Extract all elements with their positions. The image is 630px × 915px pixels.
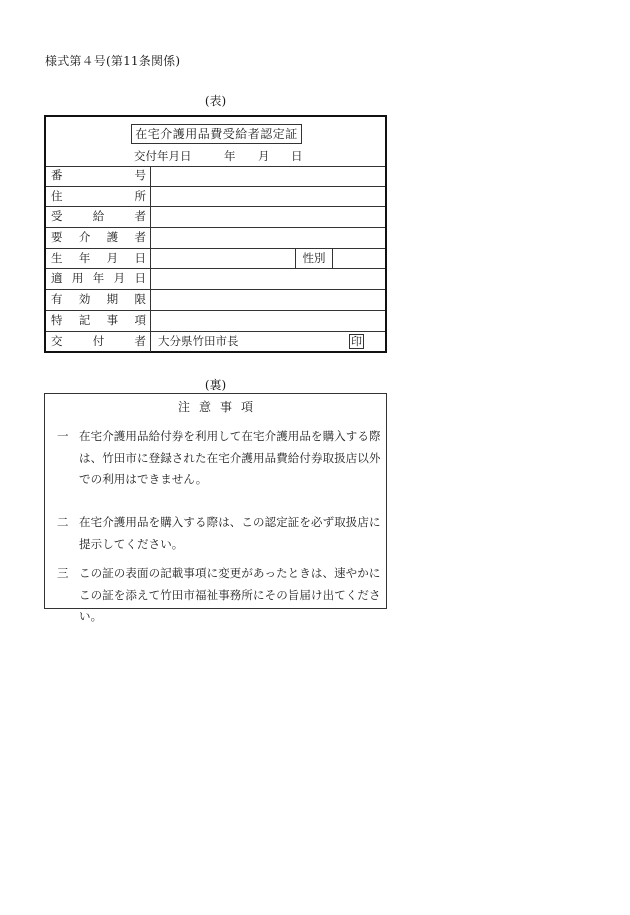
field-value-issuer: 大分県竹田市長 — [158, 333, 239, 348]
field-label-number: 番 号 — [46, 166, 151, 186]
field-row-number — [46, 166, 385, 187]
gender-label: 性別 — [295, 249, 333, 269]
field-row-effective-date — [46, 269, 385, 290]
notice-item — [57, 512, 382, 555]
notice-number: 一 — [57, 429, 69, 443]
notice-item — [57, 426, 382, 491]
notice-number: 二 — [57, 515, 69, 529]
field-row-remarks — [46, 311, 385, 332]
notice-text: 在宅介護用品給付券を利用して在宅介護用品を購入する際は、竹田市に登録された在宅介護用品費給付券取扱店以外での利用はできません。 — [79, 429, 381, 486]
field-label-validity: 有 効 期 限 — [46, 290, 151, 310]
notice-number: 三 — [57, 566, 69, 580]
field-row-issuer — [46, 332, 385, 353]
notice-item — [57, 563, 382, 628]
certificate-title: 在宅介護用品費受給者認定証 — [131, 124, 302, 144]
field-row-birthdate — [46, 249, 385, 270]
issue-date-day: 日 — [291, 149, 303, 163]
field-label-care-recipient: 要 介 護 者 — [46, 228, 151, 248]
field-label-issuer: 交 付 者 — [46, 332, 151, 353]
front-side-label: (表) — [204, 94, 227, 108]
certificate-header — [46, 117, 385, 167]
seal-mark: 印 — [351, 334, 362, 348]
field-label-address: 住 所 — [46, 187, 151, 207]
field-label-recipient: 受 給 者 — [46, 207, 151, 227]
issue-date-month: 月 — [258, 149, 270, 163]
certificate-back — [44, 393, 387, 623]
certificate-fields — [46, 166, 385, 352]
issue-date-label: 交付年月日 — [134, 149, 192, 163]
form-number: 様式第４号(第11条関係) — [45, 54, 181, 68]
field-label-effective-date: 適 用 年 月 日 — [46, 269, 151, 289]
back-side-label: (裏) — [204, 378, 227, 392]
issue-date-year: 年 — [224, 149, 236, 163]
notice-title: 注意事項 — [177, 400, 262, 414]
field-row-validity — [46, 290, 385, 311]
notice-text: 在宅介護用品を購入する際は、この認定証を必ず取扱店に提示してください。 — [79, 515, 381, 551]
certificate-front — [44, 115, 387, 353]
field-row-care-recipient — [46, 228, 385, 249]
notice-text: この証の表面の記載事項に変更があったときは、速やかにこの証を添えて竹田市福祉事務所にその旨届け出てください。 — [79, 566, 381, 623]
field-label-remarks: 特 記 事 項 — [46, 311, 151, 331]
field-label-birthdate: 生 年 月 日 — [46, 249, 151, 269]
field-row-recipient — [46, 207, 385, 228]
field-row-address — [46, 187, 385, 208]
